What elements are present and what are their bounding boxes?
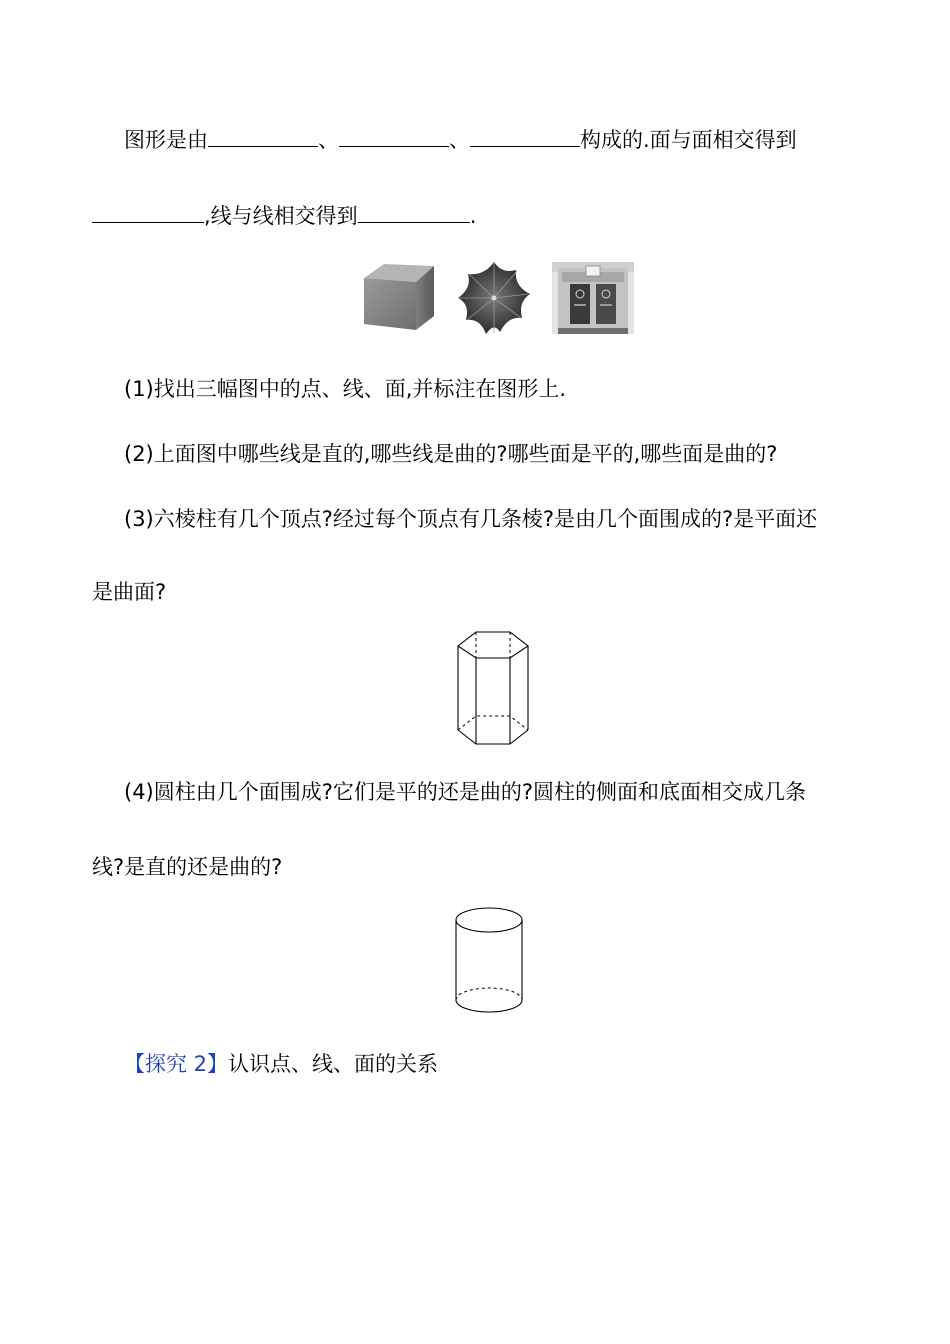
blank-2[interactable] <box>339 126 449 147</box>
question-4-continued: 线?是直的还是曲的? <box>92 855 283 879</box>
blank-4[interactable] <box>92 202 204 223</box>
separator-2: 、 <box>449 128 470 152</box>
intro-line-1 <box>124 126 797 154</box>
explore-tag: 【探究 2】 <box>124 1052 229 1076</box>
blank-3[interactable] <box>470 126 580 147</box>
separator-1: 、 <box>318 128 339 152</box>
question-4: (4)圆柱由几个面围成?它们是平的还是曲的?圆柱的侧面和底面相交成几条 <box>124 780 807 804</box>
question-3-continued: 是曲面? <box>92 580 167 604</box>
question-2: (2)上面图中哪些线是直的,哪些线是曲的?哪些面是平的,哪些面是曲的? <box>124 442 778 466</box>
question-1: (1)找出三幅图中的点、线、面,并标注在图形上. <box>124 377 567 401</box>
intro-line-2 <box>92 202 476 230</box>
blank-5[interactable] <box>358 202 470 223</box>
recycle-bin-photo <box>552 262 634 334</box>
hexagonal-prism-diagram <box>452 628 534 750</box>
intro-text-1: 图形是由 <box>124 128 208 152</box>
blank-1[interactable] <box>208 126 318 147</box>
umbrella-photo <box>456 260 532 336</box>
question-3: (3)六棱柱有几个顶点?经过每个顶点有几条棱?是由几个面围成的?是平面还 <box>124 507 818 531</box>
intro-text-2: 构成的.面与面相交得到 <box>580 128 797 152</box>
intro-text-3: ,线与线相交得到 <box>204 204 358 228</box>
explore-heading <box>124 1050 438 1078</box>
explore-title: 认识点、线、面的关系 <box>228 1052 439 1076</box>
intro-end: . <box>469 204 477 228</box>
cylinder-diagram <box>452 904 526 1016</box>
cube-photo <box>362 262 436 332</box>
